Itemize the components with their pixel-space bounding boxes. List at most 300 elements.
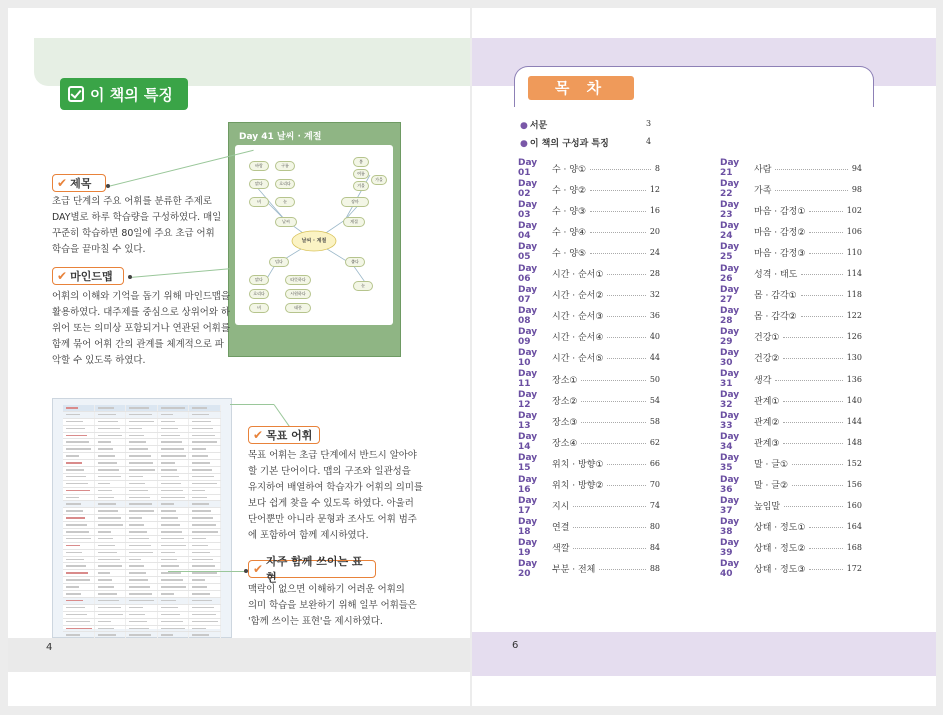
- toc-entry-page: 24: [649, 247, 660, 257]
- table-cell: [63, 584, 95, 590]
- table-cell: [95, 488, 127, 494]
- table-cell: [95, 433, 127, 439]
- table-cell: [126, 501, 158, 507]
- toc-entry-title: 생각: [754, 375, 772, 386]
- toc-entry-page: 36: [649, 311, 660, 321]
- dot-leader: [809, 211, 842, 212]
- toc-entry[interactable]: [720, 558, 862, 579]
- toc-entry[interactable]: [720, 347, 862, 368]
- dot-leader: [792, 485, 843, 486]
- table-cell: [95, 467, 127, 473]
- table-cell: [189, 439, 221, 445]
- mindmap-header: Day 41 날씨 · 계절: [239, 132, 322, 142]
- toc-entry[interactable]: [720, 516, 862, 537]
- leader-line: [130, 268, 230, 278]
- toc-entry-title: 마음 · 감정③: [754, 248, 806, 259]
- table-cell: [158, 460, 190, 466]
- toc-entry-page: 50: [649, 374, 660, 384]
- desc-line: 활용하였다. 대주제를 중심으로 상위어와 하: [52, 307, 230, 318]
- table-cell: [63, 453, 95, 459]
- checkbox-icon: [68, 86, 84, 102]
- table-cell: [95, 619, 127, 625]
- table-cell: [63, 488, 95, 494]
- table-cell: [63, 598, 95, 604]
- check-icon: ✔: [253, 428, 264, 442]
- toc-entry-title: 성격 · 태도: [754, 270, 798, 280]
- check-icon: ✔: [253, 562, 264, 576]
- table-row: [63, 460, 221, 467]
- page-number: 6: [512, 640, 519, 651]
- toc-entry[interactable]: [518, 495, 660, 516]
- toc-entry[interactable]: [720, 474, 862, 495]
- dot-leader: [784, 506, 843, 507]
- toc-day-label: Day 04: [518, 221, 538, 242]
- toc-entry[interactable]: [518, 347, 660, 368]
- toc-entry[interactable]: [720, 305, 862, 326]
- toc-day-label: Day 10: [518, 347, 538, 368]
- toc-entry[interactable]: [720, 179, 862, 200]
- toc-entry[interactable]: [720, 242, 862, 263]
- table-cell: [126, 591, 158, 597]
- dot-leader: [607, 358, 645, 359]
- dot-leader: [809, 527, 842, 528]
- table-cell: [158, 536, 190, 542]
- table-cell: [95, 612, 127, 618]
- table-cell: [158, 612, 190, 618]
- bullet-icon: ●: [520, 121, 528, 131]
- toc-entry-title: 지시: [552, 502, 570, 513]
- table-cell: [63, 577, 95, 583]
- toc-entry[interactable]: [720, 432, 862, 453]
- toc-preface-page: 3: [646, 119, 652, 128]
- table-cell: [63, 419, 95, 425]
- toc-day-label: Day 20: [518, 558, 538, 579]
- dot-leader: [590, 190, 646, 191]
- toc-entry[interactable]: [518, 453, 660, 474]
- table-row: [63, 419, 221, 426]
- toc-entry-title: 수 · 양④: [552, 227, 587, 238]
- toc-entry[interactable]: [518, 326, 660, 347]
- desc-line: 의미 학습을 보완하기 위해 일부 어휘들은: [248, 600, 417, 611]
- table-cell: [126, 557, 158, 563]
- table-row: [63, 626, 221, 633]
- toc-entry[interactable]: [518, 158, 660, 178]
- bullet-icon: ●: [520, 139, 528, 149]
- toc-entry-title: 상태 · 정도①: [754, 523, 806, 534]
- toc-entry[interactable]: [518, 242, 660, 263]
- toc-entry[interactable]: [518, 516, 660, 537]
- desc-line: 어휘의 이해와 기억을 돕기 위해 마인드맵을: [52, 291, 230, 302]
- table-cell: [126, 536, 158, 542]
- toc-day-label: Day 07: [518, 284, 538, 305]
- feature-tag-label: 제목: [70, 177, 92, 190]
- right-page: [472, 8, 936, 706]
- table-cell: [189, 584, 221, 590]
- table-cell: [158, 619, 190, 625]
- table-cell: [63, 619, 95, 625]
- toc-entry-title: 장소②: [552, 396, 578, 407]
- toc-entry-title: 건강①: [754, 333, 780, 344]
- toc-entry[interactable]: [518, 432, 660, 453]
- dot-leader: [581, 401, 645, 402]
- mindmap-node: 장마: [341, 197, 369, 207]
- table-cell: [63, 536, 95, 542]
- toc-entry[interactable]: [720, 221, 862, 242]
- toc-entry[interactable]: [518, 411, 660, 432]
- mindmap-node: 시원하다: [285, 289, 311, 299]
- toc-day-label: Day 06: [518, 263, 538, 284]
- table-row: [63, 522, 221, 529]
- table-cell: [158, 563, 190, 569]
- dot-leader: [801, 274, 842, 275]
- table-cell: [95, 508, 127, 514]
- toc-entry[interactable]: [720, 495, 862, 516]
- toc-entry-page: 140: [846, 395, 862, 405]
- desc-line: 학습을 끝마칠 수 있다.: [52, 244, 146, 255]
- toc-entry-title: 위치 · 방향②: [552, 481, 604, 491]
- mindmap-node: 흐리다: [275, 179, 295, 189]
- table-cell: [95, 543, 127, 549]
- table-row: [63, 412, 221, 419]
- mindmap-node: 바람: [249, 161, 269, 171]
- toc-entry[interactable]: [720, 453, 862, 474]
- dot-leader: [809, 548, 842, 549]
- table-cell: [63, 495, 95, 501]
- toc-entry-title: 부분 · 전체: [552, 565, 596, 576]
- table-cell: [158, 591, 190, 597]
- table-cell: [126, 543, 158, 549]
- toc-entry-page: 28: [649, 269, 660, 278]
- table-row: [63, 591, 221, 598]
- table-cell: [95, 550, 127, 556]
- dot-leader: [590, 232, 646, 233]
- table-cell: [158, 522, 190, 528]
- mindmap-sample-image: [228, 122, 401, 357]
- table-row: [63, 515, 221, 522]
- toc-entry-page: 94: [851, 163, 862, 173]
- table-cell: [158, 529, 190, 535]
- toc-entry[interactable]: [518, 284, 660, 305]
- table-cell: [158, 550, 190, 556]
- dot-leader: [607, 295, 645, 296]
- table-cell: [95, 536, 127, 542]
- toc-entry[interactable]: [518, 305, 660, 326]
- toc-day-label: Day 27: [720, 284, 740, 305]
- toc-day-label: Day 25: [720, 242, 740, 263]
- feature-tag-title: [52, 174, 106, 192]
- dot-leader: [599, 569, 645, 570]
- mindmap-node: 태풍: [285, 303, 311, 313]
- table-cell: [189, 474, 221, 480]
- toc-entry-title: 관계③: [754, 438, 780, 449]
- table-cell: [95, 563, 127, 569]
- table-cell: [189, 522, 221, 528]
- table-row: [63, 501, 221, 508]
- table-cell: [189, 419, 221, 425]
- mindmap-node: 가을: [371, 175, 387, 185]
- toc-day-label: Day 12: [518, 390, 538, 411]
- dot-leader: [581, 443, 645, 444]
- toc-entry-title: 장소③: [552, 417, 578, 428]
- toc-entry-page: 122: [846, 311, 862, 321]
- toc-entry-title: 장소①: [552, 375, 578, 386]
- table-cell: [158, 495, 190, 501]
- dot-leader: [573, 548, 645, 549]
- table-cell: [189, 460, 221, 466]
- toc-entry-page: 160: [846, 501, 862, 511]
- toc-entry-title: 수 · 양⑤: [552, 248, 587, 259]
- left-page: [8, 8, 470, 706]
- toc-entry[interactable]: [720, 537, 862, 558]
- table-cell: [63, 467, 95, 473]
- toc-entry[interactable]: [720, 158, 862, 178]
- dot-leader: [607, 337, 645, 338]
- table-cell: [63, 515, 95, 521]
- table-row: [63, 439, 221, 446]
- toc-entry[interactable]: [720, 263, 862, 284]
- toc-entry-page: 106: [846, 226, 862, 236]
- table-cell: [189, 612, 221, 618]
- table-cell: [189, 426, 221, 432]
- table-cell: [189, 598, 221, 604]
- toc-preface-page: 4: [646, 137, 652, 146]
- toc-day-label: Day 38: [720, 516, 740, 537]
- table-row: [63, 467, 221, 474]
- toc-entry[interactable]: [720, 284, 862, 305]
- dot-leader: [573, 506, 645, 507]
- dot-leader: [783, 401, 842, 402]
- table-cell: [63, 501, 95, 507]
- table-cell: [158, 412, 190, 418]
- table-cell: [63, 543, 95, 549]
- table-cell: [189, 557, 221, 563]
- toc-entry[interactable]: [518, 221, 660, 242]
- toc-entry-page: 12: [649, 184, 660, 194]
- toc-day-label: Day 28: [720, 305, 740, 326]
- feature-tag-collocations: [248, 555, 376, 584]
- table-row: [63, 405, 221, 412]
- table-cell: [158, 508, 190, 514]
- toc-day-label: Day 33: [720, 411, 740, 432]
- toc-entry-title: 높임말: [754, 502, 781, 513]
- toc-day-label: Day 03: [518, 200, 538, 221]
- toc-title: 목 차: [528, 76, 634, 100]
- table-cell: [95, 460, 127, 466]
- table-cell: [126, 426, 158, 432]
- toc-entry-title: 말 · 글②: [754, 481, 789, 491]
- toc-day-label: Day 16: [518, 474, 538, 495]
- table-cell: [126, 598, 158, 604]
- table-cell: [158, 419, 190, 425]
- table-cell: [126, 605, 158, 611]
- toc-day-label: Day 05: [518, 242, 538, 263]
- table-cell: [126, 570, 158, 576]
- table-cell: [158, 488, 190, 494]
- toc-day-label: Day 13: [518, 411, 538, 432]
- table-row: [63, 563, 221, 570]
- toc-entry[interactable]: [720, 411, 862, 432]
- table-cell: [95, 605, 127, 611]
- toc-entry-title: 관계①: [754, 396, 780, 407]
- table-cell: [95, 557, 127, 563]
- toc-entry-page: 70: [649, 480, 660, 489]
- dot-leader: [573, 527, 645, 528]
- table-cell: [189, 481, 221, 487]
- table-row: [63, 577, 221, 584]
- toc-entry-title: 사람: [754, 164, 772, 175]
- toc-entry-page: 118: [846, 290, 862, 300]
- toc-entry-page: 20: [649, 226, 660, 236]
- toc-entry[interactable]: [518, 390, 660, 411]
- toc-entry-page: 114: [846, 269, 862, 278]
- table-cell: [95, 495, 127, 501]
- table-cell: [95, 591, 127, 597]
- table-cell: [189, 515, 221, 521]
- table-row: [63, 433, 221, 440]
- table-cell: [158, 515, 190, 521]
- toc-entry[interactable]: [720, 390, 862, 411]
- toc-entry-page: 136: [846, 374, 862, 384]
- table-cell: [158, 605, 190, 611]
- toc-entry-page: 32: [649, 290, 660, 300]
- mindmap-node: 봄: [353, 157, 369, 167]
- table-row: [63, 495, 221, 502]
- toc-entry-title: 몸 · 감각②: [754, 312, 797, 323]
- toc-entry[interactable]: [518, 179, 660, 200]
- toc-entry[interactable]: [720, 200, 862, 221]
- toc-entry[interactable]: [720, 326, 862, 347]
- dot-leader: [783, 337, 842, 338]
- dot-leader: [590, 253, 646, 254]
- table-cell: [95, 426, 127, 432]
- table-cell: [158, 446, 190, 452]
- dot-leader: [590, 211, 646, 212]
- table-cell: [158, 467, 190, 473]
- dot-leader: [607, 316, 645, 317]
- toc-entry-page: 88: [649, 564, 660, 574]
- table-cell: [63, 446, 95, 452]
- table-cell: [189, 605, 221, 611]
- table-cell: [63, 474, 95, 480]
- toc-day-label: Day 11: [518, 369, 538, 389]
- mindmap-node: 날씨: [275, 217, 297, 227]
- dot-leader: [775, 190, 847, 191]
- feature-tag-target-vocab: [248, 426, 320, 444]
- table-cell: [126, 488, 158, 494]
- dot-leader: [801, 316, 843, 317]
- table-cell: [158, 584, 190, 590]
- toc-day-label: Day 19: [518, 537, 538, 558]
- toc-entry[interactable]: [518, 537, 660, 558]
- toc-entry-page: 58: [649, 416, 660, 426]
- mindmap-node: 눈: [275, 197, 295, 207]
- toc-day-label: Day 08: [518, 305, 538, 326]
- table-cell: [189, 563, 221, 569]
- table-cell: [95, 626, 127, 632]
- table-cell: [126, 446, 158, 452]
- toc-entry[interactable]: [518, 200, 660, 221]
- table-cell: [189, 591, 221, 597]
- toc-entry[interactable]: [518, 558, 660, 579]
- table-cell: [126, 550, 158, 556]
- toc-entry-page: 126: [846, 332, 862, 342]
- toc-entry[interactable]: [720, 369, 862, 389]
- dot-leader: [783, 443, 842, 444]
- toc-entry-title: 시간 · 순서④: [552, 333, 604, 344]
- table-cell: [63, 426, 95, 432]
- toc-entry-title: 색깔: [552, 544, 570, 555]
- table-cell: [189, 577, 221, 583]
- table-cell: [158, 577, 190, 583]
- table-cell: [95, 529, 127, 535]
- mindmap-center: 날씨 · 계절: [301, 238, 327, 244]
- table-row: [63, 612, 221, 619]
- mindmap-node: 여름: [353, 169, 369, 179]
- dot-leader: [607, 464, 645, 465]
- mindmap-node: 눈: [353, 281, 373, 291]
- toc-day-label: Day 32: [720, 390, 740, 411]
- table-cell: [63, 439, 95, 445]
- table-cell: [189, 619, 221, 625]
- table-cell: [95, 584, 127, 590]
- table-cell: [189, 433, 221, 439]
- toc-preface-item[interactable]: [520, 118, 547, 131]
- mindmap-node: 겨울: [353, 181, 369, 191]
- mindmap-node: 맑다: [249, 179, 269, 189]
- table-row: [63, 508, 221, 515]
- toc-day-label: Day 17: [518, 495, 538, 516]
- mindmap-node: 춥다: [345, 257, 365, 267]
- toc-entry-page: 44: [649, 353, 660, 363]
- table-cell: [95, 522, 127, 528]
- table-row: [63, 481, 221, 488]
- toc-preface-item[interactable]: [520, 136, 609, 149]
- table-cell: [63, 522, 95, 528]
- table-row: [63, 536, 221, 543]
- toc-entry-page: 102: [846, 205, 862, 215]
- toc-entry-title: 마음 · 감정①: [754, 206, 806, 217]
- table-cell: [126, 453, 158, 459]
- table-cell: [126, 460, 158, 466]
- toc-entry-page: 16: [649, 205, 660, 215]
- page-title: [60, 78, 188, 110]
- table-cell: [126, 612, 158, 618]
- table-row: [63, 619, 221, 626]
- table-cell: [95, 419, 127, 425]
- toc-entry-page: 164: [846, 522, 862, 532]
- table-cell: [63, 460, 95, 466]
- toc-entry[interactable]: [518, 474, 660, 495]
- table-cell: [95, 577, 127, 583]
- toc-entry-title: 수 · 양②: [552, 185, 587, 196]
- table-cell: [158, 543, 190, 549]
- toc-entry-page: 80: [649, 522, 660, 532]
- table-cell: [158, 557, 190, 563]
- table-row: [63, 557, 221, 564]
- toc-entry-title: 말 · 글①: [754, 459, 789, 470]
- desc-line: DAY별로 하루 학습량을 구성하였다. 매일: [52, 212, 222, 223]
- desc-line: 보다 쉽게 찾을 수 있도록 하였다. 아울러: [248, 498, 414, 509]
- table-cell: [126, 433, 158, 439]
- table-cell: [189, 488, 221, 494]
- toc-entry[interactable]: [518, 263, 660, 284]
- toc-entry-title: 상태 · 정도②: [754, 544, 806, 555]
- table-cell: [63, 605, 95, 611]
- table-cell: [158, 439, 190, 445]
- toc-entry-page: 172: [846, 564, 862, 574]
- toc-entry-page: 40: [649, 332, 660, 342]
- toc-entry[interactable]: [518, 369, 660, 389]
